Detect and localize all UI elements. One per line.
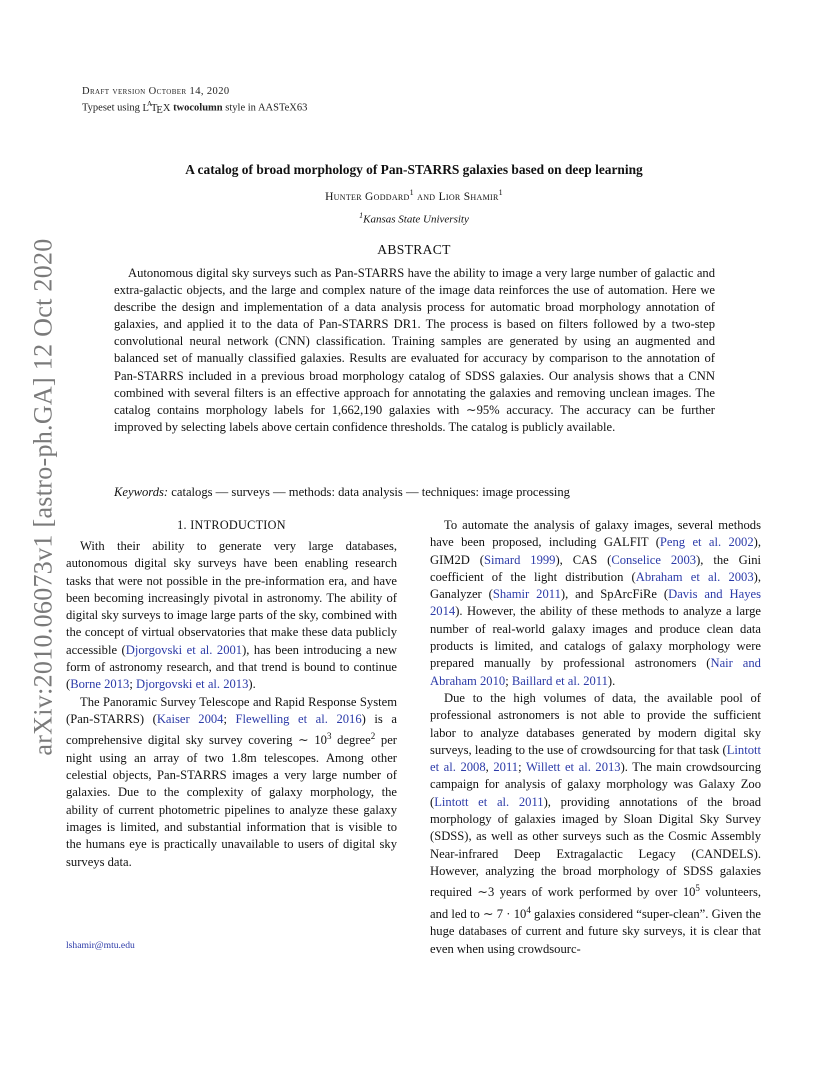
footnote-email[interactable]: lshamir@mtu.edu bbox=[66, 940, 135, 951]
keywords-text: catalogs — surveys — methods: data analysis — techniques: image processing bbox=[171, 485, 570, 499]
citation-link[interactable]: Shamir 2011 bbox=[492, 587, 561, 602]
right-column bbox=[430, 517, 761, 958]
citation-link[interactable]: Djorgovski et al. 2001 bbox=[125, 642, 243, 657]
affiliation bbox=[82, 211, 746, 226]
keywords bbox=[114, 485, 715, 500]
citation-link[interactable]: Lintott et al. 2011 bbox=[434, 794, 544, 809]
arxiv-identifier bbox=[24, 238, 64, 756]
superscript: 2 bbox=[370, 731, 376, 742]
abstract-body: Autonomous digital sky surveys such as Pan-STARRS have the ability to image a very large number of galactic and extra-galactic objects, and the large and complex nature of the image data reinforces the use of automation. Here we describe the design and implementation of a data analysis process for automatic broad morphology annotation of galaxies, and applied it to the data of Pan-STARRS DR1. The process is based on filters followed by a two-step convolutional neural network (CNN) classification. Training samples are generated by using an augmented and balanced set of manually classified galaxies. Results are evaluated for accuracy by comparison to the annotation of Pan-STARRS included in a previous broad morphology catalog of SDSS galaxies. Our analysis shows that a CNN combined with several filters is an effective approach for annotating the galaxies and removing unclean images. The catalog contains morphology labels for 1,662,190 galaxies with ∼95% accuracy. The accuracy can be further improved by selecting labels above certain confidence thresholds. The catalog is publicly available. bbox=[114, 266, 715, 434]
paper-title: A catalog of broad morphology of Pan-STARRS galaxies based on deep learning bbox=[185, 162, 643, 177]
author-list bbox=[82, 188, 746, 203]
affiliation-mark: 1 bbox=[359, 211, 364, 220]
draft-version-line: Draft version October 14, 2020 bbox=[82, 86, 230, 97]
abstract-heading: ABSTRACT bbox=[377, 242, 451, 257]
citation-link[interactable]: Djorgovski et al. 2013 bbox=[135, 677, 249, 692]
citation-link[interactable]: 2011 bbox=[493, 760, 519, 775]
typeset-line: Typeset using $L^AT_EX$ twocolumn style in AASTeX63 bbox=[82, 100, 308, 116]
affiliation-mark: 1 bbox=[409, 188, 414, 197]
citation-link[interactable]: Peng et al. 2002 bbox=[659, 535, 754, 550]
citation-link[interactable]: Davis and Hayes 2014 bbox=[430, 587, 761, 619]
citation-link[interactable]: Baillard et al. 2011 bbox=[511, 673, 608, 688]
citation-link[interactable]: Nair and Abraham 2010 bbox=[430, 656, 761, 688]
arxiv-identifier-text: arXiv:2010.06073v1 [astro-ph.GA] 12 Oct 2020 bbox=[29, 238, 59, 756]
superscript: 3 bbox=[326, 731, 332, 742]
citation-link[interactable]: Kaiser 2004 bbox=[156, 711, 224, 726]
left-column bbox=[66, 517, 397, 871]
intro-paragraph-1: With their ability to generate very large databases, autonomous digital sky surveys have been enabling research tasks that were not possible in the pre-information era, and have been becoming increasingly pivotal in astronomy. The ability of digital sky surveys to image large parts of the sky, combined with the concept of virtual observatories that make these data publicly accessible (Djorgovski et al. 2001), has been introducing a new form of astronomy research, and that trend is bound to continue (Borne 2013; Djorgovski et al. 2013). bbox=[66, 539, 398, 692]
keywords-label: Keywords: bbox=[114, 485, 169, 499]
superscript: 4 bbox=[526, 904, 531, 915]
typeset-style: twocolumn bbox=[173, 102, 223, 114]
affiliation-name: Kansas State University bbox=[363, 213, 469, 226]
citation-link[interactable]: Lintott et al. 2008 bbox=[430, 742, 761, 775]
intro-paragraph-4: Due to the high volumes of data, the available pool of professional astronomers is not able to provide the sufficient labor to analyze databases generated by modern digital sky surveys, leading to the use of crowdsourcing for that task (Lintott et al. 2008, 2011; Willett et al. 2013). The main crowdsourcing campaign for analysis of galaxy morphology was Galaxy Zoo (Lintott et al. 2011), providing annotations of the broad morphology of galaxies imaged by Sloan Digital Sky Survey (SDSS), as well as other surveys such as the Cosmic Assembly Near-infrared Deep Extragalactic Legacy (CANDELS). However, analyzing the broad morphology of SDSS galaxies required ∼3 years of work performed by over $10^5$ volunteers, and led to ∼ $7 \cdot 10^4$ galaxies considered “super-clean”. Given the huge databases of current and future sky surveys, it is clear that even when using crowdsourc- bbox=[430, 690, 762, 956]
author-connector: and bbox=[417, 190, 436, 203]
intro-paragraph-2: The Panoramic Survey Telescope and Rapid Response System (Pan-STARRS) (Kaiser 2004; Flewelling et al. 2016) is a comprehensive digital sky survey covering ∼ $10^3$ degree$^2$ per night using an array of two 1.8m telescopes. Among other celestial objects, Pan-STARRS images a very large number of galaxies. Due to the complexity of galaxy morphology, the ability of current photometric pipelines to analyze these galaxy images is limited, and substantial information that is visible to the humans eye is practically unavailable to users of digital sky surveys data. bbox=[66, 694, 397, 869]
citation-link[interactable]: Simard 1999 bbox=[483, 552, 556, 567]
section-heading: 1. INTRODUCTION bbox=[177, 518, 286, 532]
citation-link[interactable]: Flewelling et al. 2016 bbox=[235, 711, 362, 726]
intro-paragraph-3: To automate the analysis of galaxy images, several methods have been proposed, including GALFIT (Peng et al. 2002), GIM2D (Simard 1999), CAS (Conselice 2003), the Gini coefficient of the light distribution (Abraham et al. 2003), Ganalyzer (Shamir 2011), and SpArcFiRe (Davis and Hayes 2014). However, the ability of these methods to analyze a large number of real-world galaxy images and produce clean data products is limited, and catalogs of galaxy morphology were prepared manually by professional astronomers (Nair and Abraham 2010; Baillard et al. 2011). bbox=[430, 518, 762, 688]
citation-link[interactable]: Abraham et al. 2003 bbox=[635, 569, 754, 584]
citation-link[interactable]: Borne 2013 bbox=[70, 677, 130, 692]
author-name: Lior Shamir bbox=[438, 190, 499, 203]
latex-logo: $L^AT_EX$ bbox=[142, 100, 171, 116]
citation-link[interactable]: Willett et al. 2013 bbox=[525, 760, 621, 775]
affiliation-mark: 1 bbox=[498, 188, 503, 197]
superscript: 5 bbox=[695, 883, 700, 894]
author-name: Hunter Goddard bbox=[325, 190, 410, 203]
citation-link[interactable]: Conselice 2003 bbox=[611, 552, 697, 567]
